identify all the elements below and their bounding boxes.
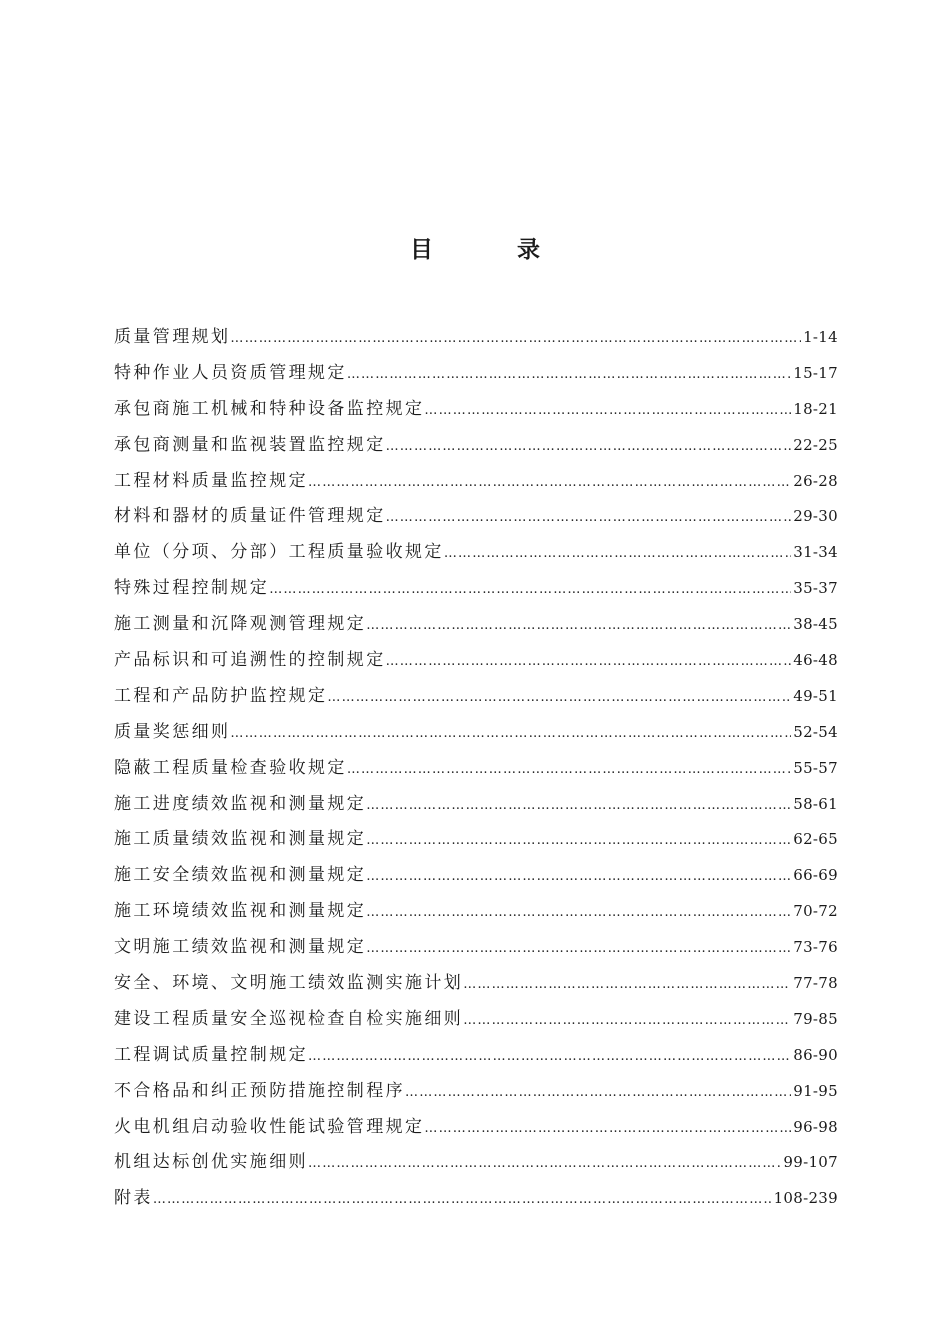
- toc-entry-title: 施工质量绩效监视和测量规定: [114, 829, 367, 850]
- toc-entry-title: 机组达标创优实施细则: [114, 1152, 308, 1173]
- toc-entry-pages: 29-30: [793, 507, 838, 526]
- toc-leader-dots: [386, 500, 792, 536]
- toc-entry: [114, 715, 838, 751]
- toc-entry: [114, 464, 838, 500]
- toc-entry-pages: 1-14: [803, 328, 838, 346]
- toc-leader-dots: [405, 1075, 791, 1111]
- toc-entry: [114, 499, 838, 535]
- toc-entry-pages: 49-51: [793, 686, 838, 705]
- toc-entry-pages: 22-25: [793, 435, 838, 454]
- toc-leader-dots: [424, 1111, 791, 1147]
- toc-entry: [114, 1145, 838, 1181]
- page-title: 目 录: [409, 237, 578, 263]
- toc-entry-title: 施工进度绩效监视和测量规定: [114, 793, 367, 814]
- toc-entry: [114, 1074, 838, 1110]
- toc-entry-title: 安全、环境、文明施工绩效监测实施计划: [114, 973, 464, 994]
- toc-entry-pages: 108-239: [773, 1189, 838, 1208]
- toc-entry-pages: 46-48: [793, 651, 838, 670]
- toc-entry-title: 承包商测量和监视装置监控规定: [114, 434, 386, 455]
- toc-leader-dots: [327, 680, 791, 716]
- toc-entry-title: 火电机组启动验收性能试验管理规定: [114, 1116, 425, 1137]
- toc-entry: [114, 607, 838, 643]
- toc-entry-pages: 66-69: [793, 866, 838, 885]
- toc-leader-dots: [230, 716, 791, 752]
- toc-leader-dots: [366, 859, 791, 895]
- toc-entry-title: 隐蔽工程质量检查验收规定: [114, 757, 347, 778]
- toc-leader-dots: [230, 321, 801, 357]
- toc-entry-pages: 55-57: [793, 758, 838, 777]
- toc-entry-title: 施工测量和沉降观测管理规定: [114, 614, 367, 635]
- toc-leader-dots: [386, 644, 792, 680]
- toc-leader-dots: [269, 572, 791, 608]
- toc-entry-title: 建设工程质量安全巡视检查自检实施细则: [114, 1008, 464, 1029]
- toc-leader-dots: [308, 1039, 791, 1075]
- toc-entry-pages: 70-72: [793, 902, 838, 921]
- toc-entry-pages: 31-34: [793, 543, 838, 562]
- toc-entry-pages: 79-85: [793, 1009, 838, 1028]
- toc-entry: [114, 320, 838, 356]
- toc-entry: [114, 966, 838, 1002]
- toc-leader-dots: [366, 788, 791, 824]
- toc-leader-dots: [366, 895, 791, 931]
- toc-leader-dots: [424, 393, 791, 429]
- toc-entry-pages: 77-78: [793, 974, 838, 993]
- toc-entry-title: 施工安全绩效监视和测量规定: [114, 865, 367, 886]
- toc-leader-dots: [347, 357, 791, 393]
- toc-entry-title: 质量奖惩细则: [114, 721, 231, 742]
- table-of-contents: [114, 320, 838, 1217]
- toc-entry-title: 文明施工绩效监视和测量规定: [114, 937, 367, 958]
- toc-entry-title: 特殊过程控制规定: [114, 578, 270, 599]
- toc-entry: [114, 392, 838, 428]
- toc-leader-dots: [308, 465, 791, 501]
- toc-entry-pages: 15-17: [793, 363, 838, 382]
- toc-entry-title: 承包商施工机械和特种设备监控规定: [114, 398, 425, 419]
- toc-entry: [114, 643, 838, 679]
- toc-entry-pages: 18-21: [793, 399, 838, 418]
- toc-entry: [114, 356, 838, 392]
- toc-entry: [114, 535, 838, 571]
- toc-entry: [114, 751, 838, 787]
- toc-entry-title: 附表: [114, 1188, 153, 1209]
- toc-entry: [114, 787, 838, 823]
- toc-entry: [114, 1002, 838, 1038]
- toc-entry-pages: 38-45: [793, 615, 838, 634]
- toc-entry-pages: 58-61: [793, 794, 838, 813]
- toc-leader-dots: [463, 967, 791, 1003]
- toc-leader-dots: [463, 1003, 791, 1039]
- toc-entry-pages: 35-37: [793, 579, 838, 598]
- toc-entry: [114, 1181, 838, 1217]
- toc-entry: [114, 930, 838, 966]
- toc-entry: [114, 571, 838, 607]
- toc-entry-pages: 62-65: [793, 830, 838, 849]
- toc-entry: [114, 858, 838, 894]
- toc-entry-title: 不合格品和纠正预防措施控制程序: [114, 1080, 405, 1101]
- toc-entry: [114, 679, 838, 715]
- toc-leader-dots: [366, 931, 791, 967]
- toc-entry-title: 工程和产品防护监控规定: [114, 685, 328, 706]
- toc-entry-title: 质量管理规划: [114, 327, 231, 347]
- toc-leader-dots: [386, 429, 792, 465]
- toc-entry: [114, 1110, 838, 1146]
- toc-leader-dots: [444, 536, 791, 572]
- toc-entry-title: 单位（分项、分部）工程质量验收规定: [114, 542, 444, 563]
- toc-entry-title: 施工环境绩效监视和测量规定: [114, 901, 367, 922]
- toc-entry-pages: 96-98: [793, 1117, 838, 1136]
- toc-leader-dots: [153, 1182, 772, 1218]
- toc-entry: [114, 428, 838, 464]
- toc-entry-pages: 86-90: [793, 1045, 838, 1064]
- toc-entry-title: 工程调试质量控制规定: [114, 1044, 308, 1065]
- toc-leader-dots: [347, 752, 791, 788]
- toc-leader-dots: [366, 823, 791, 859]
- toc-entry-pages: 73-76: [793, 938, 838, 957]
- toc-entry-title: 特种作业人员资质管理规定: [114, 362, 347, 383]
- toc-entry: [114, 822, 838, 858]
- toc-entry: [114, 894, 838, 930]
- toc-entry-pages: 99-107: [783, 1153, 838, 1172]
- toc-leader-dots: [366, 608, 791, 644]
- toc-entry-title: 工程材料质量监控规定: [114, 470, 308, 491]
- toc-entry-pages: 91-95: [793, 1081, 838, 1100]
- toc-entry-pages: 52-54: [793, 722, 838, 741]
- toc-entry: [114, 1038, 838, 1074]
- toc-leader-dots: [308, 1146, 781, 1182]
- toc-entry-pages: 26-28: [793, 471, 838, 490]
- toc-entry-title: 材料和器材的质量证件管理规定: [114, 506, 386, 527]
- toc-entry-title: 产品标识和可追溯性的控制规定: [114, 650, 386, 671]
